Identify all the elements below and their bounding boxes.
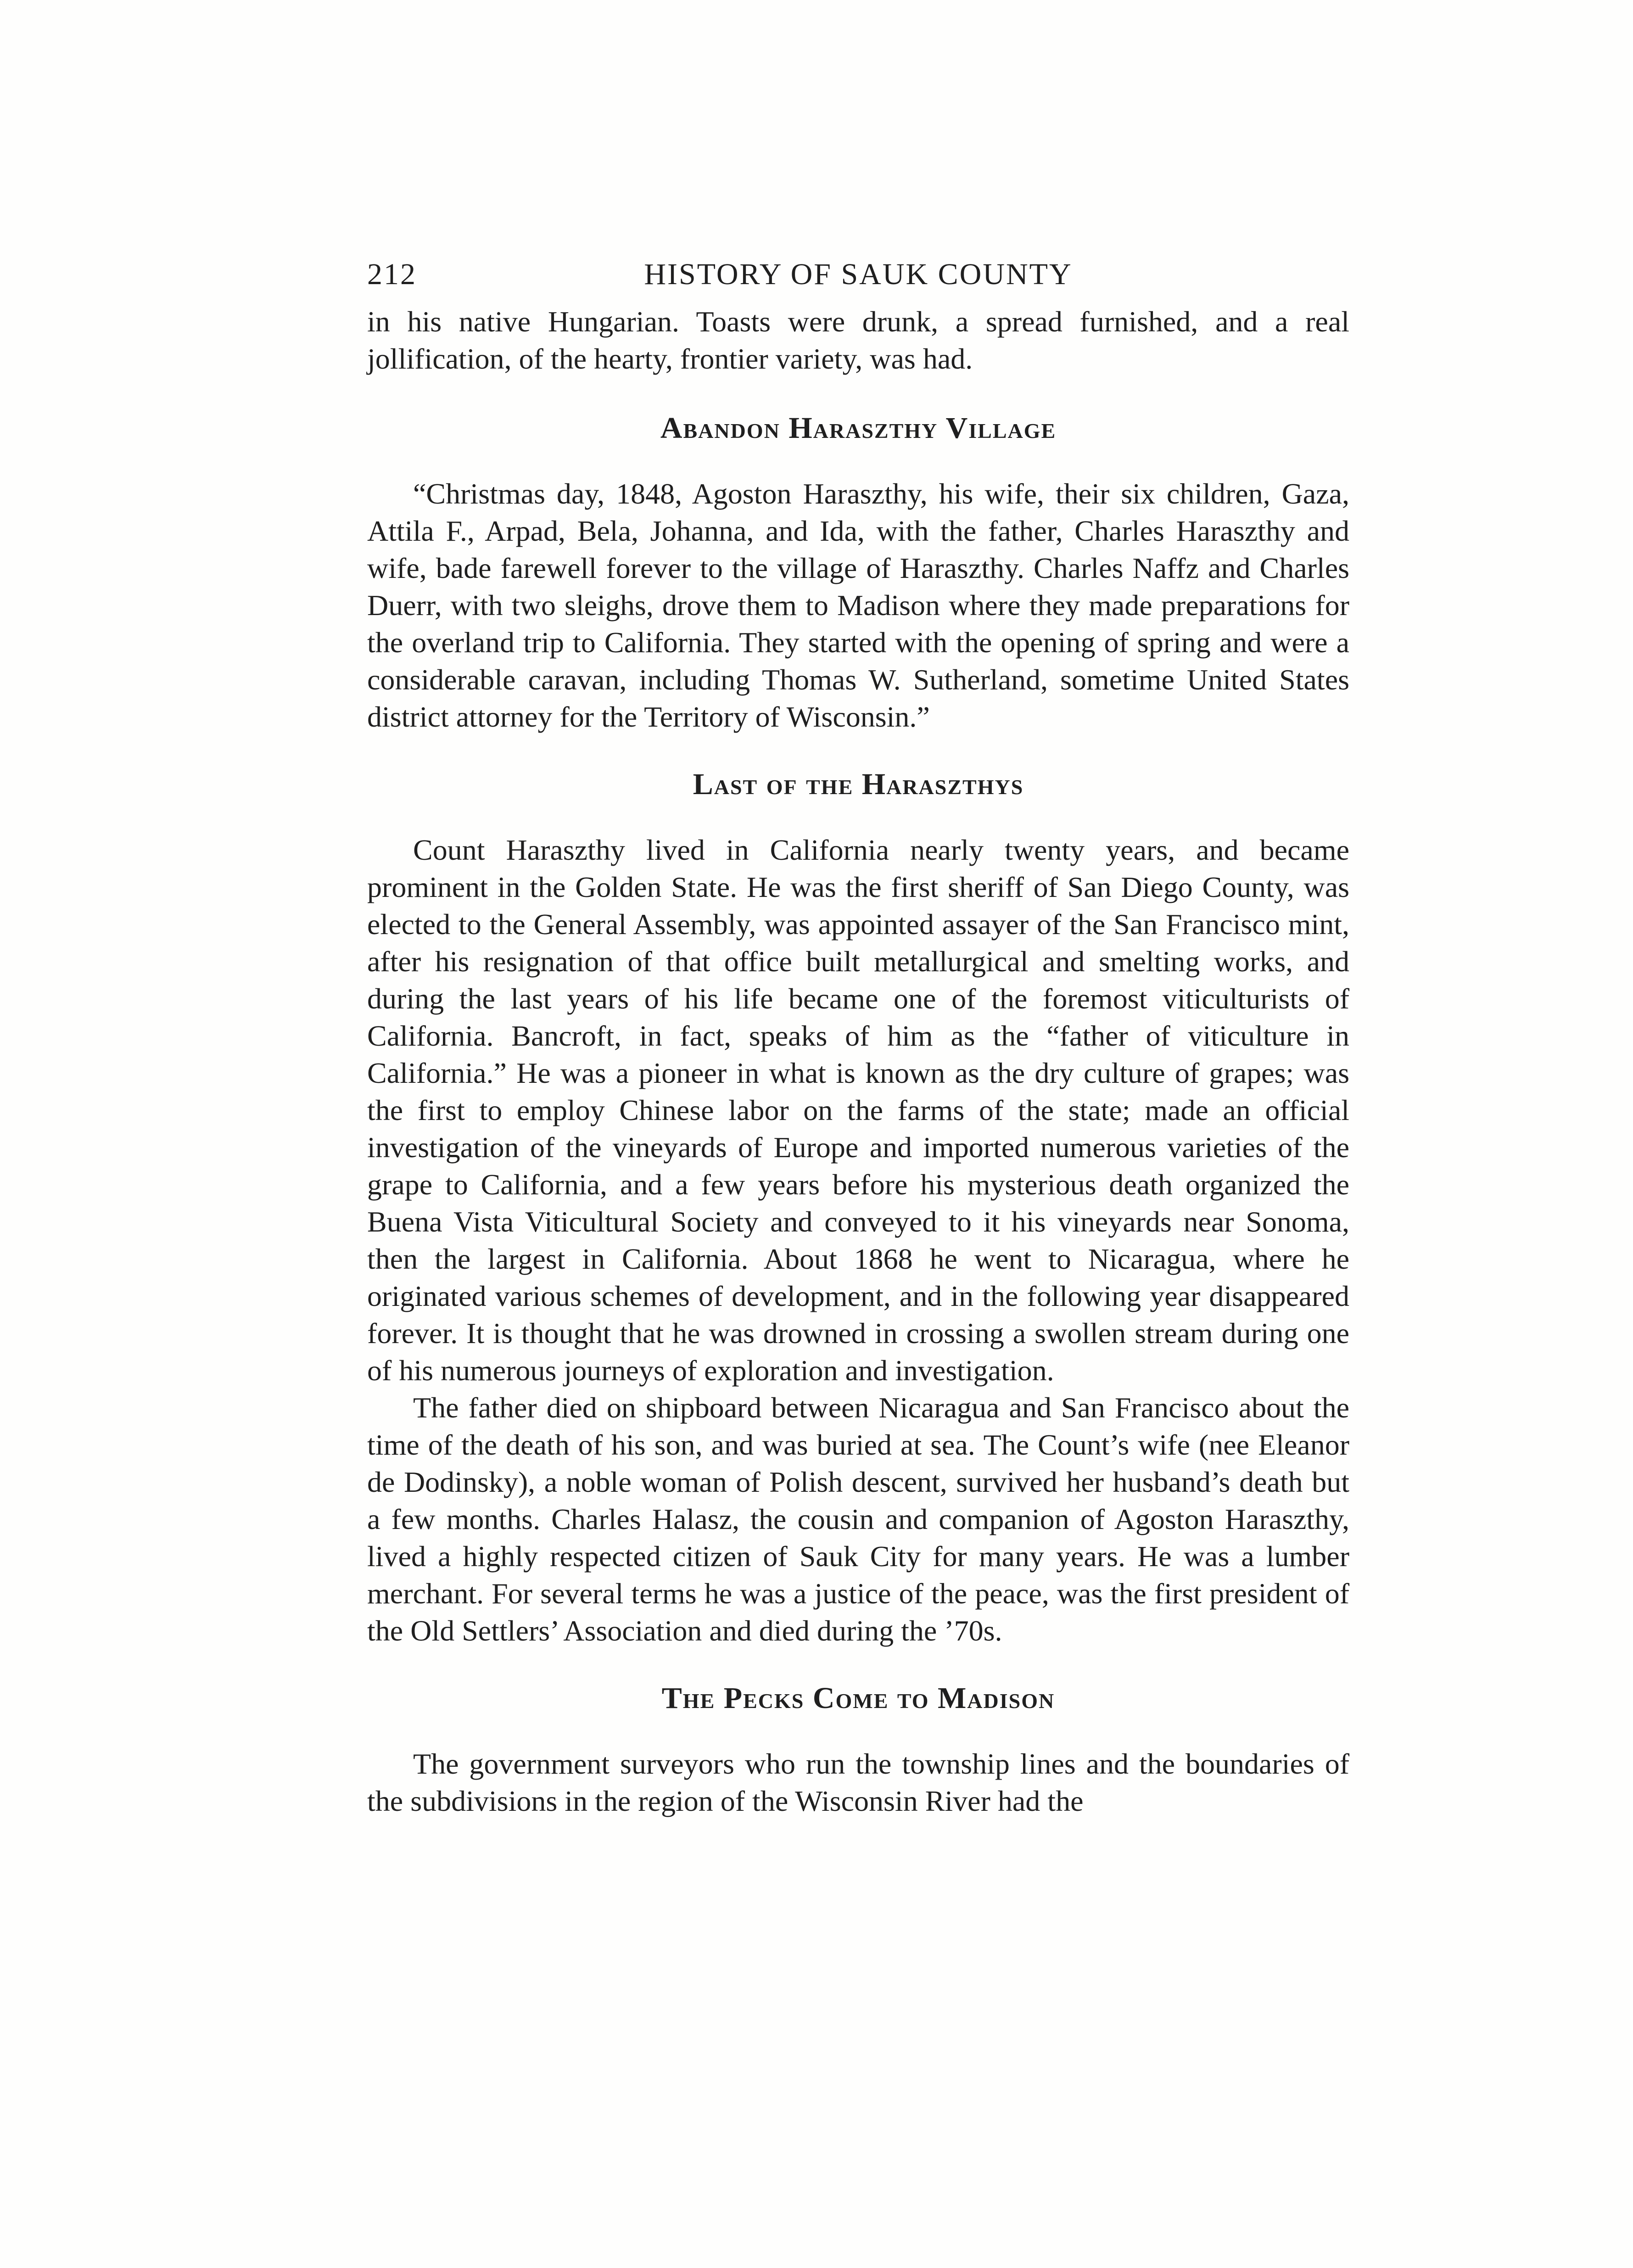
last-paragraph-1: Count Haraszthy lived in California nearly twenty years, and became prominent in the Golden State. He was the first sheriff of San Diego County, was elected to the General Assembly, was appointed assayer of the San Francisco mint, after his resignation of that office built metallurgical and smelting works, and during the last years of his life became one of the foremost viticulturists of California. Bancroft, in fact, speaks of him as the “father of viticulture in California.” He was a pioneer in what is known as the dry culture of grapes; was the first to employ Chinese labor on the farms of the state; made an official investigation of the vineyards of Europe and imported numerous varieties of the grape to California, and a few years before his mysterious death organized the Buena Vista Viticultural Society and conveyed to it his vineyards near Sonoma, then the largest in California. About 1868 he went to Nicaragua, where he originated various schemes of development, and in the following year disappeared forever. It is thought that he was drowned in crossing a swollen stream during one of his numerous journeys of exploration and investigation. [367,834,1349,1387]
running-title: HISTORY OF SAUK COUNTY [644,258,1073,291]
last-paragraph-2: The father died on shipboard between Nicaragua and San Francisco about the time of the death of his son, and was buried at sea. The Count’s wife (nee Eleanor de Dodinsky), a noble woman of Polish descent, survived her husband’s death but a few months. Charles Halasz, the cousin and companion of Agoston Haraszthy, lived a highly respected citizen of Sauk City for many years. He was a lumber merchant. For several terms he was a justice of the peace, was the first president of the Old Settlers’ Association and died during the ’70s. [367,1391,1349,1647]
intro-paragraph: in his native Hungarian. Toasts were drunk, a spread furnished, and a real jollification, of the hearty, frontier variety, was had. [367,305,1349,375]
page-number: 212 [367,258,417,291]
text-column [367,257,1349,1820]
abandon-paragraph: “Christmas day, 1848, Agoston Haraszthy, his wife, their six children, Gaza, Attila F., Arpad, Bela, Johanna, and Ida, with the father, Charles Haraszthy and wife, bade farewell forever to the village of Haraszthy. Charles Naffz and Charles Duerr, with two sleighs, drove them to Madison where they made preparations for the overland trip to California. They started with the opening of spring and were a considerable caravan, including Thomas W. Sutherland, sometime United States district attorney for the Territory of Wisconsin.” [367,477,1349,733]
running-head [367,257,1349,303]
section-heading-last: Last of the Haraszthys [693,767,1024,801]
section-heading-abandon: Abandon Haraszthy Village [660,411,1057,445]
pecks-paragraph: The government surveyors who run the township lines and the boundaries of the subdivisions in the region of the Wisconsin River had the [367,1747,1349,1817]
section-heading-pecks: The Pecks Come to Madison [661,1681,1055,1715]
